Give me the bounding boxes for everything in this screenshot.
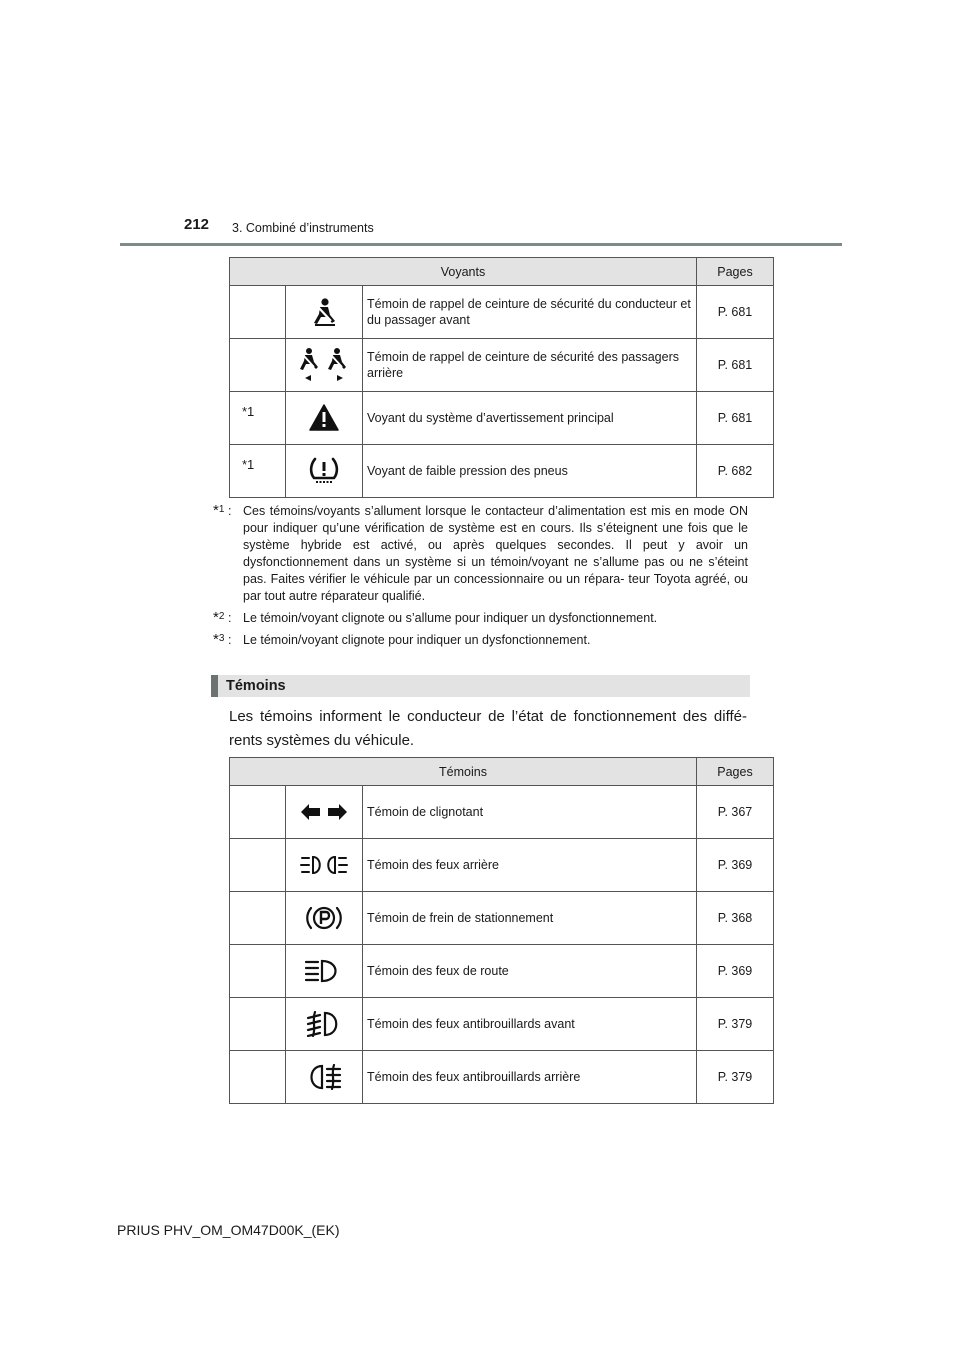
table-row (230, 339, 774, 392)
page-reference: P. 682 (697, 445, 774, 498)
page-reference: P. 369 (697, 839, 774, 892)
table-row (230, 286, 774, 339)
page-reference: P. 681 (697, 392, 774, 445)
table-row (230, 786, 774, 839)
page-reference: P. 368 (697, 892, 774, 945)
page-reference: P. 379 (697, 1051, 774, 1104)
note-cell: *1 (230, 445, 286, 498)
description-cell: Témoin des feux antibrouillards arrière (363, 1051, 697, 1104)
description-cell: Témoin des feux antibrouillards avant (363, 998, 697, 1051)
description-cell: Témoin de clignotant (363, 786, 697, 839)
document-id: PRIUS PHV_OM_OM47D00K_(EK) (117, 1222, 340, 1238)
page-reference: P. 379 (697, 998, 774, 1051)
page-number: 212 (184, 216, 210, 233)
footnote: *$^1$ : Ces témoins/voyants s’allument lorsque le contacteur d’alimentation est mis en mode ON pour indiquer qu’une vérification de système est en cours. Ils s’éteignent une fois que le système hybride est activé, ou après quelques secondes. Il peut y avoir un dysfonctionnement dans un système si un témoin/voyant ne s’allume pas ou ne s’éteint pas. Faites vérifier le véhicule par un concessionnaire ou un répara- teur Toyota agréé, ou par tout autre réparateur qualifié. (213, 502, 748, 603)
footnote-text: Le témoin/voyant clignote ou s’allume pour indiquer un dysfonctionnement. (243, 611, 658, 625)
tail-light-icon (300, 854, 348, 876)
footnote-text: Le témoin/voyant clignote pour indiquer un dysfonctionnement. (243, 633, 591, 647)
footnote: *$^3$ : Le témoin/voyant clignote pour indiquer un dysfonctionnement. (213, 631, 591, 648)
description-cell: Témoin de frein de stationnement (363, 892, 697, 945)
description-cell: Voyant de faible pression des pneus (363, 445, 697, 498)
page-reference: P. 369 (697, 945, 774, 998)
table-row (230, 945, 774, 998)
header-rule (120, 243, 842, 246)
table-row (230, 892, 774, 945)
column-header-pages: Pages (697, 758, 774, 786)
section-heading: Témoins (211, 675, 750, 697)
table-row (230, 1051, 774, 1104)
tire-pressure-icon (308, 457, 340, 485)
turn-signal-icon (300, 802, 348, 822)
description-cell: Témoin des feux de route (363, 945, 697, 998)
footnote-text: Ces témoins/voyants s’allument lorsque le contacteur d’alimentation est mis en mode ON pour indiquer qu’une vérification de système est en cours. Ils s’éteignent une fois que le système hybride est activé, ou après quelques secondes. Il peut y avoir un dysfonctionnement dans un système si un témoin/voyant ne s’allume pas ou ne s’éteint pas. Faites vérifier le véhicule par un concessionnaire ou un répara- teur Toyota agréé, ou par tout autre réparateur qualifié. (243, 504, 748, 603)
temoins-table (229, 757, 774, 1104)
page-reference: P. 681 (697, 286, 774, 339)
table-row (230, 445, 774, 498)
description-cell: Témoin de rappel de ceinture de sécurité du conducteur et du passager avant (363, 286, 697, 339)
table-row (230, 998, 774, 1051)
footnotes (213, 503, 748, 649)
front-fog-light-icon (306, 1011, 342, 1037)
note-cell (230, 339, 286, 392)
footnote: *$^2$ : Le témoin/voyant clignote ou s’allume pour indiquer un dysfonctionnement. (213, 609, 658, 626)
column-header-voyants: Voyants (230, 258, 697, 286)
rear-fog-light-icon (306, 1064, 342, 1090)
table-row (230, 392, 774, 445)
chapter-title: 3. Combiné d’instruments (232, 221, 374, 235)
description-cell: Témoin des feux arrière (363, 839, 697, 892)
high-beam-icon (304, 959, 344, 983)
column-header-temoins: Témoins (230, 758, 697, 786)
note-cell: *1 (230, 392, 286, 445)
description-cell: Voyant du système d’avertissement principal (363, 392, 697, 445)
master-warning-icon (309, 404, 339, 432)
description-cell: Témoin de rappel de ceinture de sécurité des passagers arrière (363, 339, 697, 392)
seatbelt-driver-passenger-icon (309, 297, 339, 327)
note-cell (230, 286, 286, 339)
voyants-table (229, 257, 774, 498)
table-row (230, 839, 774, 892)
column-header-pages: Pages (697, 258, 774, 286)
parking-brake-icon (306, 903, 342, 933)
section-intro: Les témoins informent le conducteur de l’état de fonctionnement des diffé- rents systèmes du véhicule. (229, 708, 747, 749)
page-reference: P. 681 (697, 339, 774, 392)
page-reference: P. 367 (697, 786, 774, 839)
seatbelt-rear-icon (297, 347, 351, 383)
